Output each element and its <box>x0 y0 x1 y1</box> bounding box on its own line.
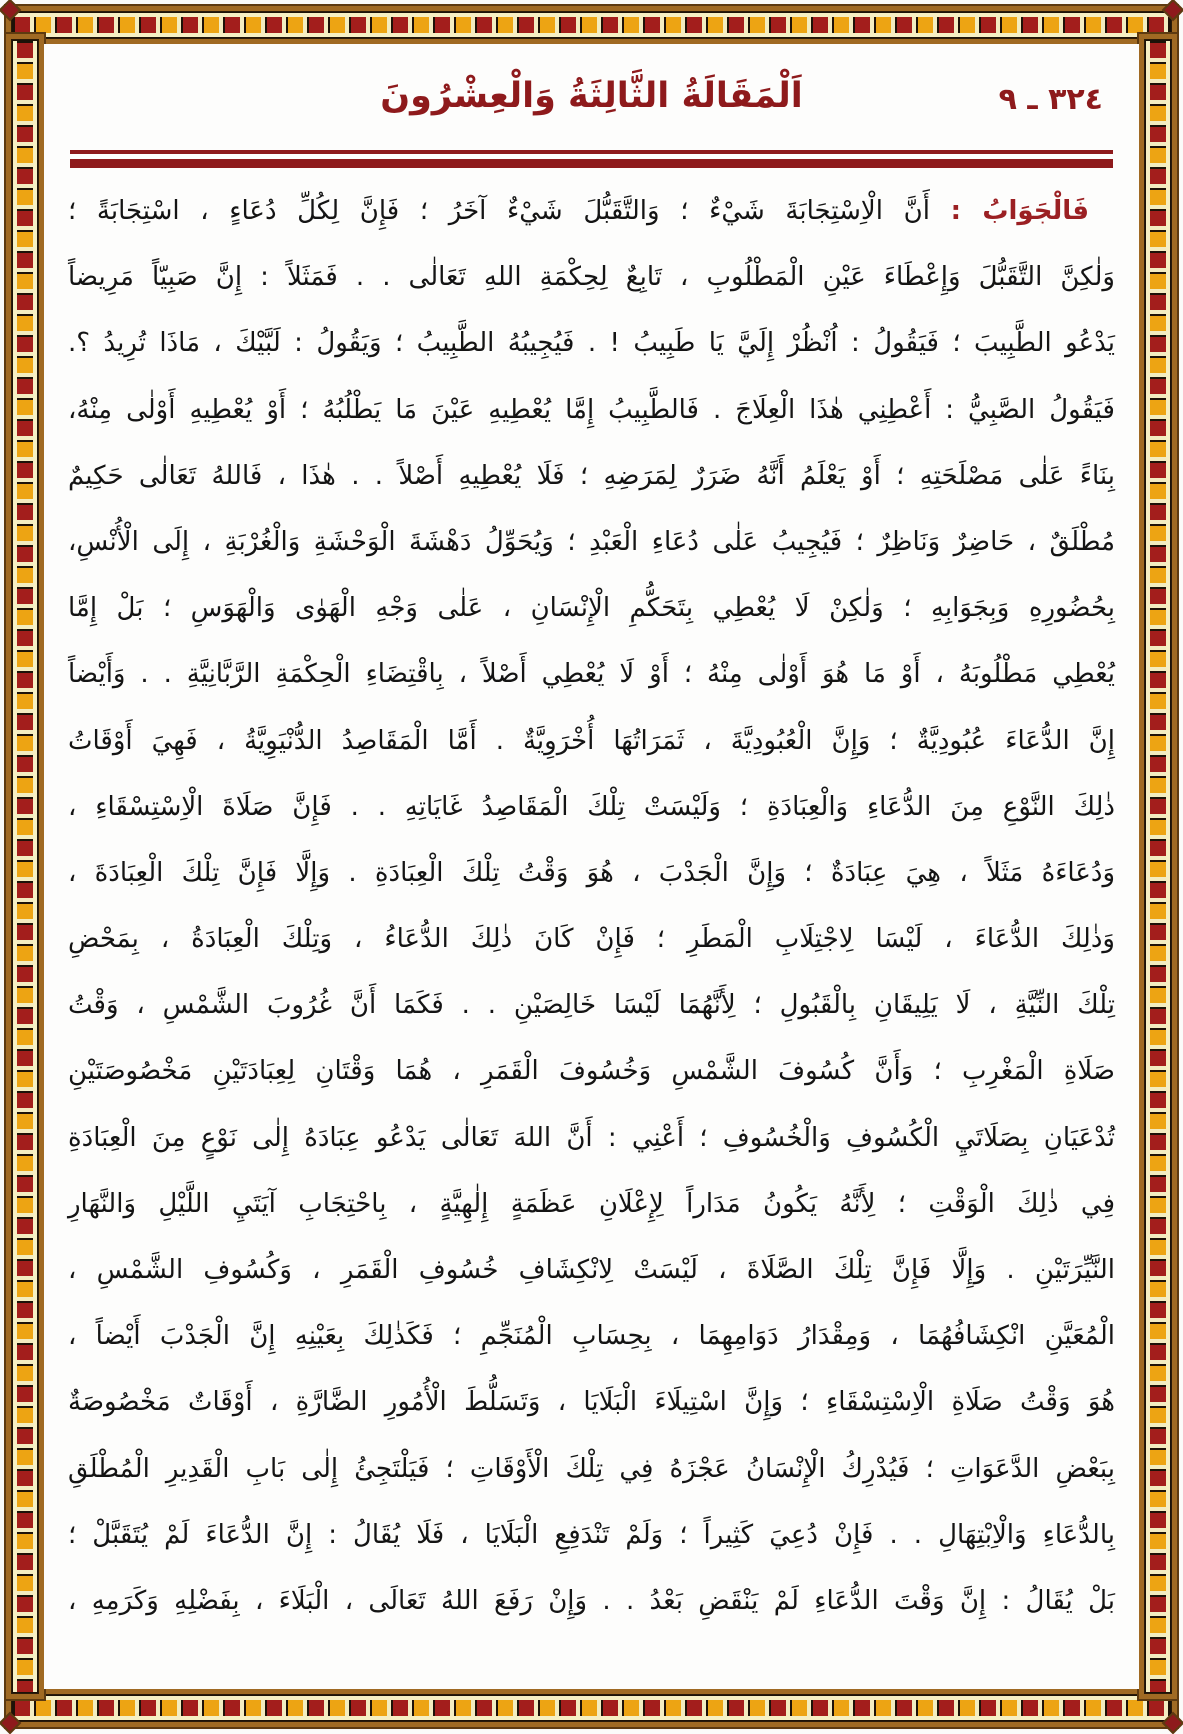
text-line: بَلْ يُقَالُ : إِنَّ وَقْتَ الدُّعَاءِ لَمْ يَنْقَضِ بَعْدُ . . وَإِنْ رَفَعَ اللهُ تَعَالَى ، الْبَلَاءَ ، بِفَضْلِهِ وَكَرَمِهِ ، <box>68 1585 1115 1616</box>
body-text <box>68 178 1115 1634</box>
page-content <box>44 44 1139 1689</box>
text-line: وَذٰلِكَ الدُّعَاءَ ، لَيْسَا لِاجْتِلَابِ الْمَطَرِ ؛ فَإِنْ كَانَ ذٰلِكَ الدُّعَاءُ ، وَتِلْكَ الْعِبَادَةُ ، بِمَحْضِ <box>68 924 1115 955</box>
text-line: صَلَاةِ الْمَغْرِبِ ؛ وَأَنَّ كُسُوفَ الشَّمْسِ وَخُسُوفَ الْقَمَرِ ، هُمَا وَقْتَانِ لِعِبَادَتَيْنِ مَخْصُوصَتَيْنِ <box>68 1056 1115 1087</box>
text-line: الْمُعَيَّنِ انْكِشَافُهُمَا ، وَمِقْدَارُ دَوَامِهِمَا ، بِحِسَابِ الْمُنَجِّمِ ؛ فَكَذٰلِكَ بِعَيْنِهِ إِنَّ الْجَدْبَ أَيْضاً ، <box>68 1321 1115 1352</box>
text-line: النَّيِّرَتَيْنِ . وَإِلَّا فَإِنَّ تِلْكَ الصَّلَاةَ ، لَيْسَتْ لِانْكِشَافِ خُسُوفِ الْقَمَرِ ، وَكُسُوفِ الشَّمْسِ ، <box>68 1255 1115 1285</box>
text-line: فِي ذٰلِكَ الْوَقْتِ ؛ لِأَنَّهُ يَكُونُ مَدَاراً لِإِعْلَانِ عَظَمَةٍ إِلٰهِيَّةٍ ، بِاحْتِجَابِ آيَتَيِ اللَّيْلِ وَالنَّهَارِ <box>68 1188 1115 1219</box>
text-line: يَدْعُو الطَّبِيبَ ؛ فَيَقُولُ : اُنْظُرْ إِلَيَّ يَا طَبِيبُ ! . فَيُجِيبُهُ الطَّبِيبُ ؛ وَيَقُولُ : لَبَّيْكَ ، مَاذَا تُرِيدُ ؟. <box>68 328 1115 359</box>
text-line: هُوَ وَقْتُ صَلَاةِ الْاِسْتِسْقَاءِ ؛ وَإِنَّ اسْتِيلَاءَ الْبَلَايَا ، وَتَسَلُّطَ الْأُمُورِ الضَّارَّةِ ، أَوْقَاتٌ مَخْصُوصَةٌ <box>68 1387 1115 1418</box>
text-line: مُطْلَقٌ ، حَاضِرٌ وَنَاظِرٌ ؛ فَيُجِيبُ عَلٰى دُعَاءِ الْعَبْدِ ؛ وَيُحَوِّلُ دَهْشَةَ الْوَحْشَةِ وَالْغُرْبَةِ ، إِلَى الْأُنْسِ، <box>68 526 1115 557</box>
header-divider <box>70 150 1113 168</box>
text-line: وَدُعَاءَهُ مَثَلاً ، هِيَ عِبَادَةٌ ؛ وَإِنَّ الْجَدْبَ ، هُوَ وَقْتُ تِلْكَ الْعِبَادَةِ . وَإِلَّا فَإِنَّ تِلْكَ الْعِبَادَةَ ، <box>68 857 1115 888</box>
text-lines <box>68 244 1115 1634</box>
text-line-first <box>68 178 1115 244</box>
ornamental-border-left <box>12 40 38 1693</box>
text-line: إِنَّ الدُّعَاءَ عُبُودِيَّةٌ ؛ وَإِنَّ الْعُبُودِيَّةَ ، ثَمَرَاتُهَا أُخْرَوِيَّةٌ . أَمَّا الْمَقَاصِدُ الدُّنْيَوِيَّةُ ، فَهِيَ أَوْقَاتُ <box>68 725 1115 756</box>
text-line: بِالدُّعَاءِ وَالْاِبْتِهَالِ . . فَإِنْ دُعِيَ كَثِيراً ؛ وَلَمْ تَنْدَفِعِ الْبَلَايَا ، فَلَا يُقَالُ : إِنَّ الدُّعَاءَ لَمْ يُتَقَبَّلْ ؛ <box>68 1519 1115 1550</box>
ornamental-border-top <box>12 12 1171 38</box>
text-line: بِحُضُورِهِ وَبِجَوَابِهِ ؛ وَلٰكِنْ لَا يُعْطِي بِتَحَكُّمِ الْإِنْسَانِ ، عَلٰى وَجْهِ الْهَوٰى وَالْهَوَسِ ؛ بَلْ إِمَّا <box>68 593 1115 624</box>
text-line: بِبَعْضِ الدَّعَوَاتِ ؛ فَيُدْرِكُ الْإِنْسَانُ عَجْزَهُ فِي تِلْكَ الْأَوْقَاتِ ؛ فَيَلْتَجِئُ إِلٰى بَابِ الْقَدِيرِ الْمُطْلَقِ <box>68 1453 1115 1484</box>
text-line: وَلٰكِنَّ التَّقَبُّلَ وَإِعْطَاءَ عَيْنِ الْمَطْلُوبِ ، تَابِعٌ لِحِكْمَةِ اللهِ تَعَالٰى . . فَمَثَلاً : إِنَّ صَبِيّاً مَرِيضاً <box>68 262 1115 293</box>
text-line: بِنَاءً عَلٰى مَصْلَحَتِهِ ؛ أَوْ يَعْلَمُ أَنَّهُ ضَرَرٌ لِمَرَضِهِ ؛ فَلَا يُعْطِيهِ أَصْلاً . . هٰذَا ، فَاللهُ تَعَالٰى حَكِيمٌ <box>68 460 1115 491</box>
text-line: تُدْعَيَانِ بِصَلَاتَيِ الْكُسُوفِ وَالْخُسُوفِ ؛ أَعْنِي : أَنَّ اللهَ تَعَالٰى يَدْعُو عِبَادَهُ إِلٰى نَوْعٍ مِنَ الْعِبَادَةِ <box>68 1122 1115 1153</box>
paragraph-lead-word: فَالْجَوَابُ : <box>950 196 1090 226</box>
text-line: تِلْكَ النِّيَّةِ ، لَا يَلِيقَانِ بِالْقَبُولِ ؛ لِأَنَّهُمَا لَيْسَا خَالِصَيْنِ . . فَكَمَا أَنَّ غُرُوبَ الشَّمْسِ ، وَقْتُ <box>68 990 1115 1021</box>
page-title: اَلْمَقَالَةُ الثَّالِثَةُ وَالْعِشْرُونَ <box>380 76 803 116</box>
text-line: ذٰلِكَ النَّوْعِ مِنَ الدُّعَاءِ وَالْعِبَادَةِ ؛ وَلَيْسَتْ تِلْكَ الْمَقَاصِدُ غَايَاتِهِ . . فَإِنَّ صَلَاةَ الْاِسْتِسْقَاءِ ، <box>68 791 1115 822</box>
first-line-rest: أَنَّ الْاِسْتِجَابَةَ شَيْءٌ ؛ وَالتَّقَبُّلَ شَيْءٌ آخَرُ ؛ فَإِنَّ لِكُلِّ دُعَاءٍ ، اسْتِجَابَةً ؛ <box>68 196 951 226</box>
header-divider-thick-line <box>70 159 1113 168</box>
text-line: فَيَقُولُ الصَّبِيُّ : أَعْطِنِي هٰذَا الْعِلَاجَ . فَالطَّبِيبُ إِمَّا يُعْطِيهِ عَيْنَ مَا يَطْلُبُهُ ؛ أَوْ يُعْطِيهِ أَوْلٰى مِنْهُ، <box>68 394 1115 425</box>
ornamental-border-bottom <box>12 1695 1171 1721</box>
page-number: ٣٢٤ ـ ٩ <box>998 82 1103 117</box>
ornamental-border-right <box>1145 40 1171 1693</box>
page-header <box>66 68 1117 142</box>
text-line: يُعْطِي مَطْلُوبَهُ ، أَوْ مَا هُوَ أَوْلٰى مِنْهُ ؛ أَوْ لَا يُعْطِي أَصْلاً ، بِاقْتِضَاءِ الْحِكْمَةِ الرَّبَّانِيَّةِ . . وَأَيْضاً <box>68 659 1115 690</box>
